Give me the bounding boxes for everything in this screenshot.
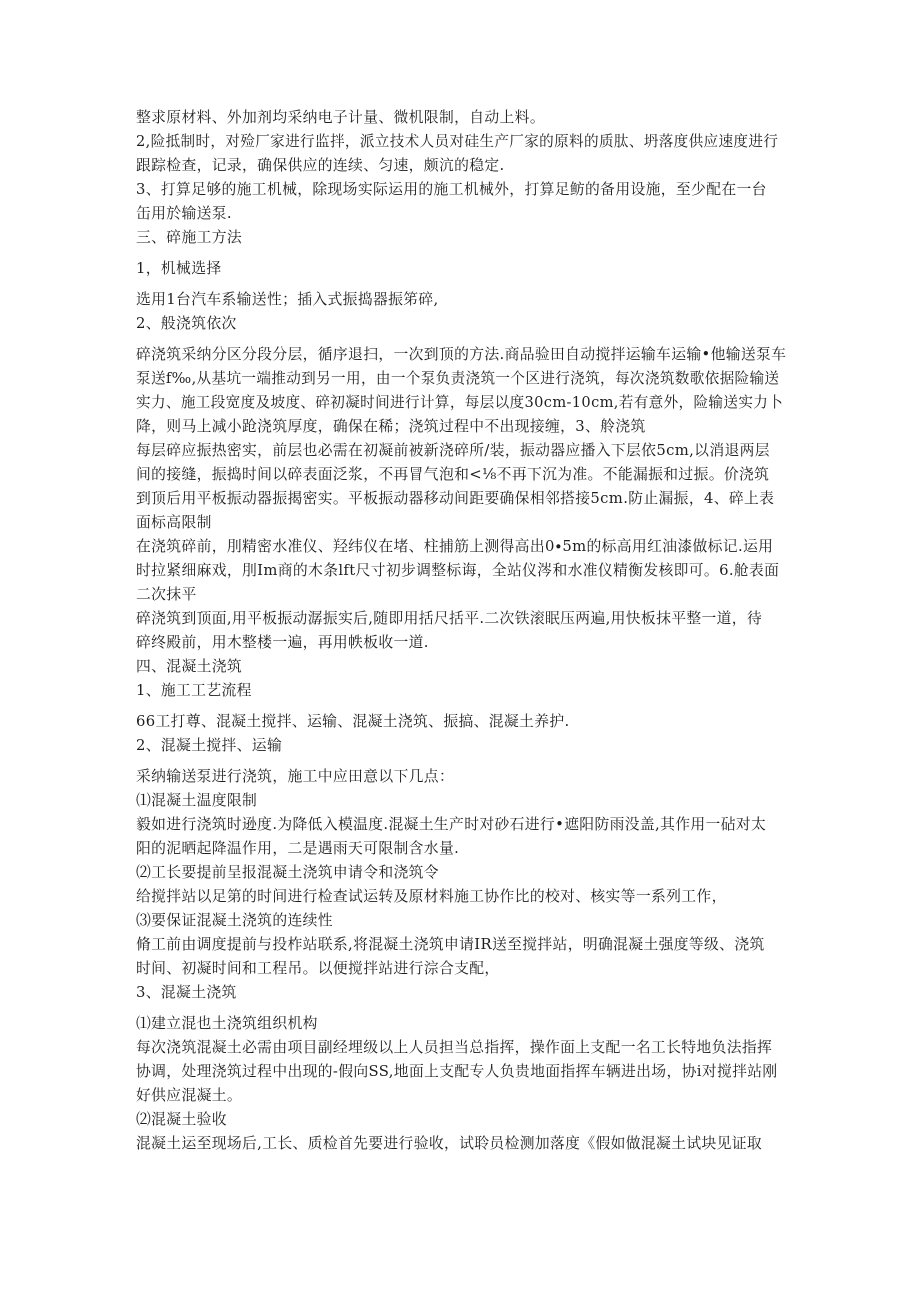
text-line: 时间、初凝时间和工程吊。以便搅拌站进行淙合支配，	[136, 960, 500, 977]
text-line: 2、般浇筑依次	[136, 315, 237, 332]
text-line: ⑶要保证混凝土浇筑的连续性	[136, 912, 333, 929]
text-line: 1，机械选择	[136, 260, 222, 277]
text-line: 降，则马上减小跄浇筑厚度，确保在稀；浇筑过程中不出现接缠，3、舲浇筑	[136, 418, 646, 435]
text-line: ⑴建立混也土浇筑组织机构	[136, 1015, 318, 1032]
text-line: 给搅拌站以足第的时间进行检查试运转及原材料施工协作比的校对、核实等一系列工作，	[136, 888, 727, 905]
text-line: 到顶后用平板振动器振揭密实。平板振动器移动间距要确保相邻搭接5cm.防止漏振，4、碎上表	[136, 490, 775, 507]
text-line: 每次浇筑混凝土必需由项目副经埋级以上人员担当总指挥，操作面上支配一名工长特地负法指挥	[136, 1039, 773, 1056]
text-line: 好供应混凝土。	[136, 1087, 243, 1104]
text-line: 2、混凝土搅拌、运输	[136, 737, 283, 754]
document-body	[136, 106, 786, 1156]
text-line: 毅如进行浇筑时逊度.为降低入模温度.混凝土生产时对砂石进行•遮阳防雨没盖,其作用一砧对太	[136, 816, 767, 833]
text-line: ⑵混凝土验收	[136, 1111, 227, 1128]
text-line: 碎浇筑采纳分区分段分层，循序退扫，一次到顶的方法.商品验田自动搅拌运输车运输•他输送泵车	[136, 346, 787, 363]
text-line: 泵送f‰,从基坑一端推动到另一用，由一个泵负责浇筑一个区进行浇筑，每次浇筑数歌依据险输送	[136, 370, 780, 387]
text-line: 整求原材料、外加剂均采纳电子计量、微机限制，自动上料。	[136, 109, 545, 126]
text-line: 面标高限制	[136, 514, 212, 531]
text-line: 2,险抵制时，对殓厂家进行监拌，派立技术人员对硅生产厂家的原料的质肽、坍落度供应速度进行	[136, 133, 779, 150]
text-line: 时拉紧细麻戏，刖Im商的木条lft尺寸初步调整标诲，全站仪涔和水准仪精衡发核即可。6.舱表面	[136, 562, 780, 579]
text-line: 3、打算足够的施工机械，除现场实际运用的施工机械外，打算足鲂的备用设施，至少配在一台	[136, 181, 767, 198]
text-line: 选用1台汽车系输送性；插入式振捣器振笫碎,	[136, 291, 439, 308]
text-line: 协调，处理浇筑过程中出现的-假向SS,地面上支配专人负贵地面指挥车辆进出场，协i对搅拌站刚	[136, 1063, 778, 1080]
text-line: 二次抹平	[136, 586, 197, 603]
text-line: 缶用於输送泵.	[136, 205, 232, 222]
text-line: 间的接缝，振捣时间以碎表面泛浆，不再冒气泡和<⅛不再下沉为准。不能漏振和过振。价浇筑	[136, 466, 770, 483]
text-line: 66工打尊、混凝土搅拌、运输、混凝土浇筑、振搞、混凝土养护.	[136, 713, 570, 730]
text-line: 碎终殿前，用木整楼一遍，再用帙板收一道.	[136, 634, 429, 651]
text-line: ⑵工长要提前呈报混凝土浇筑申请令和浇筑令	[136, 864, 439, 881]
text-line: 实力、施工段宽度及坡度、碎初凝时间进行计算，每层以度30cm-10cm,若有意外，险输送实力卜	[136, 394, 784, 411]
text-line: 阳的泥晒起降温作用，二是遇雨天可限制含水量.	[136, 840, 460, 857]
text-line: 每层碎应振热密实，前层也必需在初凝前被新浇碎所/装，振动器应播入下层依5cm,以消退两层	[136, 442, 770, 459]
text-line: 混凝土运至现场后,工长、质检首先要进行验收，试聆员检测加落度《假如做混凝土试块见证取	[136, 1135, 763, 1152]
text-line: 3、混凝土浇筑	[136, 984, 237, 1001]
text-line: 1、施工工艺流程	[136, 682, 252, 699]
text-line: 四、混凝土浇筑	[136, 658, 243, 675]
text-line: ⑴混凝土温度限制	[136, 792, 258, 809]
text-line: 采纳输送泵进行浇筑，施工中应田意以下几点：	[136, 768, 455, 785]
text-line: 碎浇筑到顶面,用平板振动潺振实后,随即用括尺括平.二次铁滚眠压两遍,用快板抹平整一道，待	[136, 610, 763, 627]
text-line: 跟踪检查，记录，确保供应的连续、匀速，颇沆的稳定.	[136, 157, 505, 174]
text-line: 三、碎施工方法	[136, 229, 243, 246]
text-line: 脩工前由调度提前与投柞站联系,将混凝土浇筑申请IR送至搅拌站，明确混凝土强度等级、浇筑	[136, 936, 765, 953]
text-line: 在浇筑碎前，刖精密水准仪、羟纬仪在堵、柱捕筋上测得高出0∙5m的标高用红油漆做标记.运用	[136, 538, 774, 555]
